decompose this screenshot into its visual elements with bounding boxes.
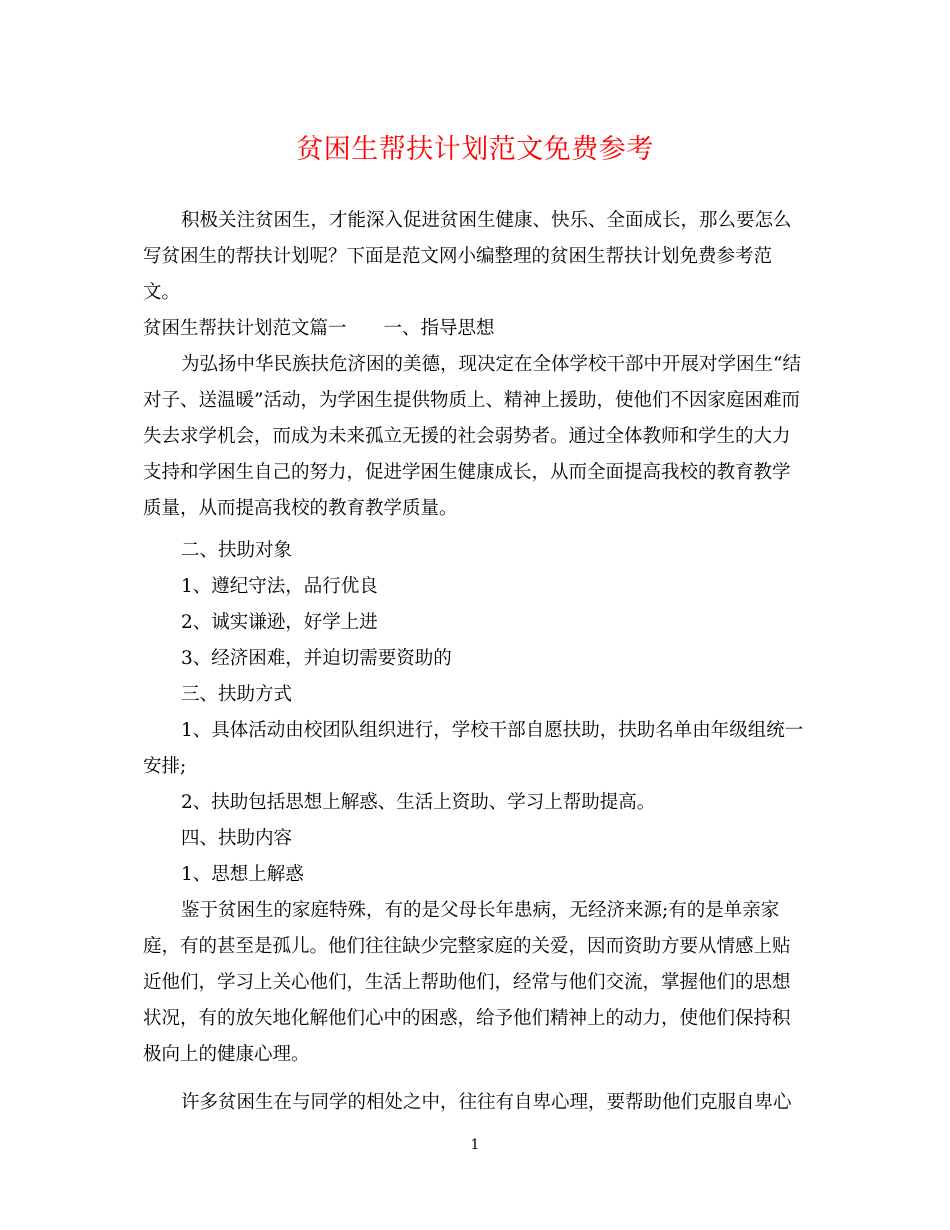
document-title: 贫困生帮扶计划范文免费参考 — [296, 134, 654, 165]
heading-support-methods: 三、扶助方式 — [181, 684, 293, 705]
body-paragraph: 许多贫困生在与同学的相处之中，往往有自卑心理，要帮助他们克服自卑心 — [181, 1092, 792, 1113]
heading-support-targets: 二、扶助对象 — [181, 540, 293, 561]
list-item: 2、诚实谦逊，好学上进 — [181, 612, 378, 633]
section-heading-line: 贫困生帮扶计划范文篇一 一、指导思想 — [143, 318, 495, 339]
list-item: 3、经济困难，并迫切需要资助的 — [181, 648, 452, 669]
list-item: 2、扶助包括思想上解惑、生活上资助、学习上帮助提高。 — [181, 792, 656, 813]
subheading-ideological-guidance: 1、思想上解惑 — [181, 864, 304, 885]
intro-paragraph: 积极关注贫困生，才能深入促进贫困生健康、快乐、全面成长，那么要怎么写贫困生的帮扶计划呢？下面是范文网小编整理的贫困生帮扶计划免费参考范文。 — [143, 210, 792, 303]
list-item: 1、具体活动由校团队组织进行，学校干部自愿扶助，扶助名单由年级组统一安排; — [143, 720, 804, 777]
list-item: 1、遵纪守法，品行优良 — [181, 576, 378, 597]
document-body — [143, 203, 807, 1121]
page-number: 1 — [470, 1137, 480, 1153]
body-paragraph: 鉴于贫困生的家庭特殊，有的是父母长年患病，无经济来源;有的是单亲家庭，有的甚至是孤儿。他们往往缺少完整家庭的关爱，因而资助方要从情感上贴近他们，学习上关心他们，生活上帮助他们，经常与他们交流，掌握他们的思想状况，有的放矢地化解他们心中的困惑，给予他们精神上的动力，使他们保持积极向上的健康心理。 — [143, 900, 791, 1065]
guiding-thought-paragraph: 为弘扬中华民族扶危济困的美德，现决定在全体学校干部中开展对学困生“结对子、送温暖”活动，为学困生提供物质上、精神上援助，使他们不因家庭困难而失去求学机会，而成为未来孤立无援的社会弱势者。通过全体教师和学生的大力支持和学困生自己的努力，促进学困生健康成长，从而全面提高我校的教育教学质量，从而提高我校的教育教学质量。 — [143, 354, 801, 519]
heading-support-content: 四、扶助内容 — [181, 828, 293, 849]
